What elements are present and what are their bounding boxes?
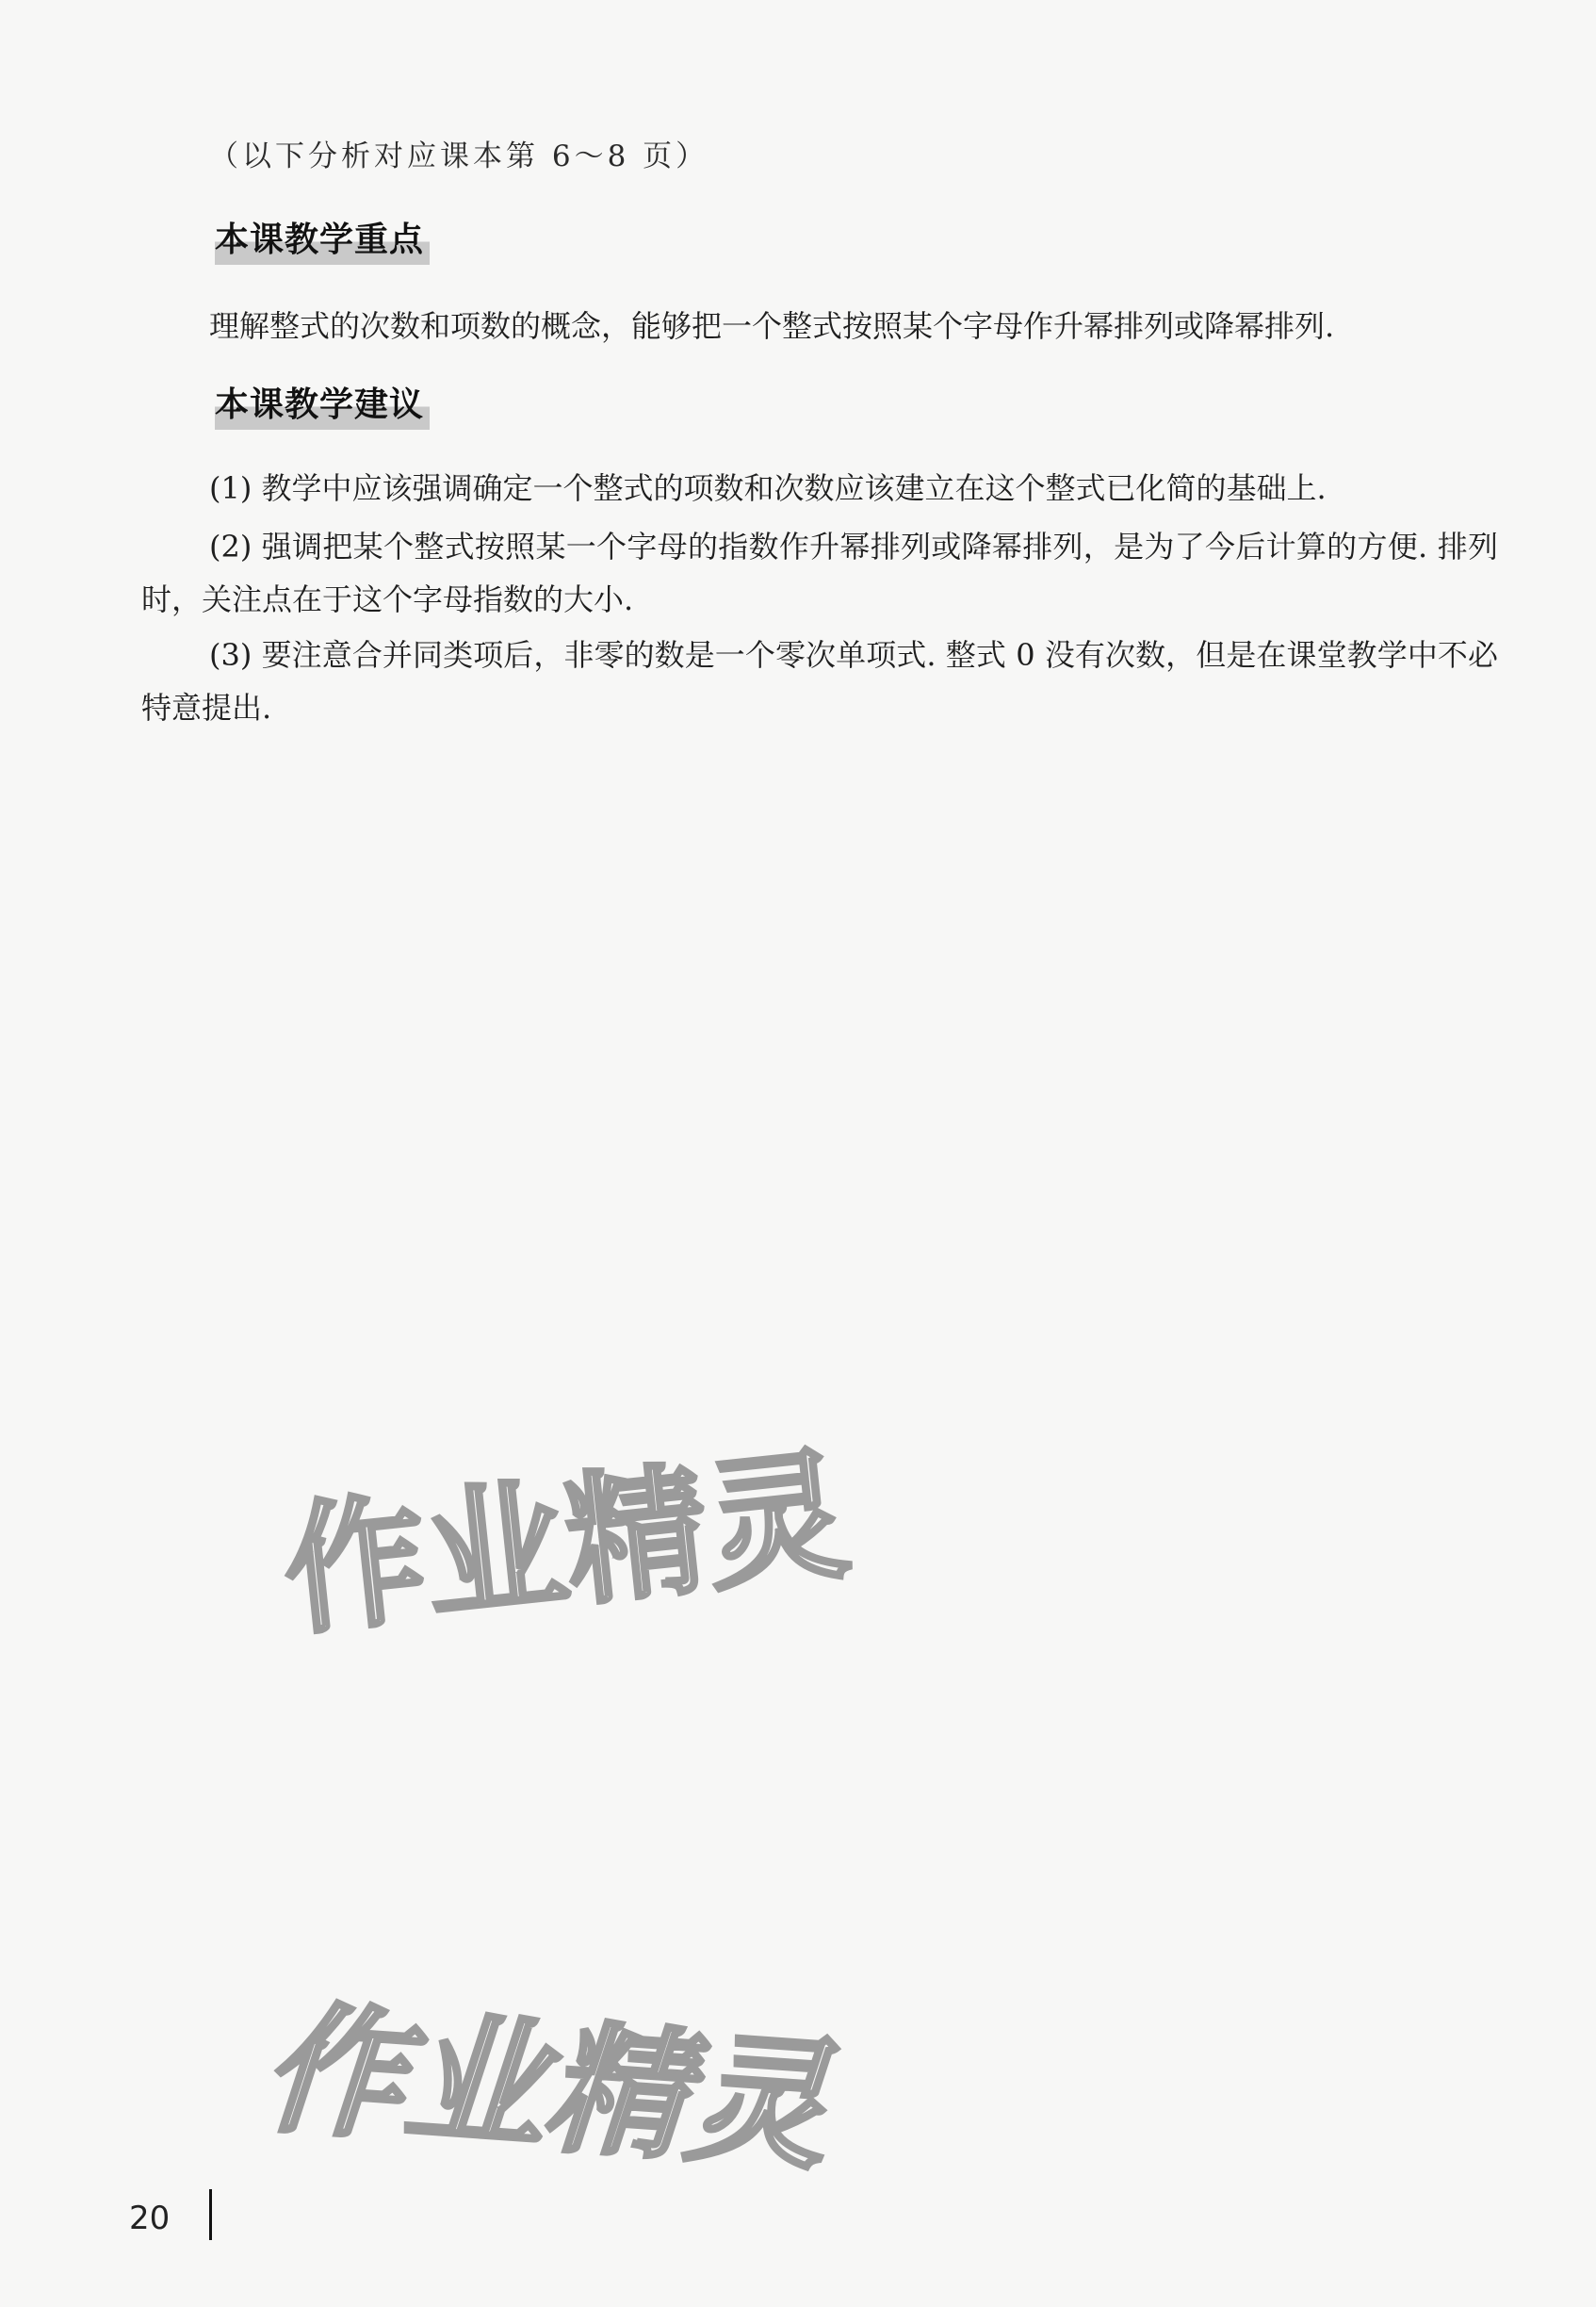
focus-paragraph: 理解整式的次数和项数的概念，能够把一个整式按照某个字母作升幂排列或降幂排列. xyxy=(209,308,1335,344)
section-heading-focus: 本课教学重点 xyxy=(215,213,430,265)
page-number: 20 xyxy=(129,2200,171,2237)
svg-text:作业精灵: 作业精灵 xyxy=(276,1432,856,1656)
suggestion-item-3: (3) 要注意合并同类项后，非零的数是一个零次单项式. 整式 0 没有次数，但是在课堂教学中不必特意提出. xyxy=(141,637,1498,726)
watermark-logo-1 xyxy=(273,1432,856,1656)
svg-text:作业精灵: 作业精灵 xyxy=(257,1987,834,2190)
watermark-logo-2 xyxy=(254,1970,834,2190)
suggestion-item-1: (1) 教学中应该强调确定一个整式的项数和次数应该建立在这个整式已化简的基础上. xyxy=(209,470,1327,506)
footer-divider xyxy=(209,2189,212,2240)
page-note: （以下分析对应课本第 6～8 页） xyxy=(209,139,709,173)
suggestion-item-2: (2) 强调把某个整式按照某一个字母的指数作升幂排列或降幂排列，是为了今后计算的方便. 排列时，关注点在于这个字母指数的大小. xyxy=(141,529,1498,617)
section-heading-suggestions: 本课教学建议 xyxy=(215,378,430,430)
